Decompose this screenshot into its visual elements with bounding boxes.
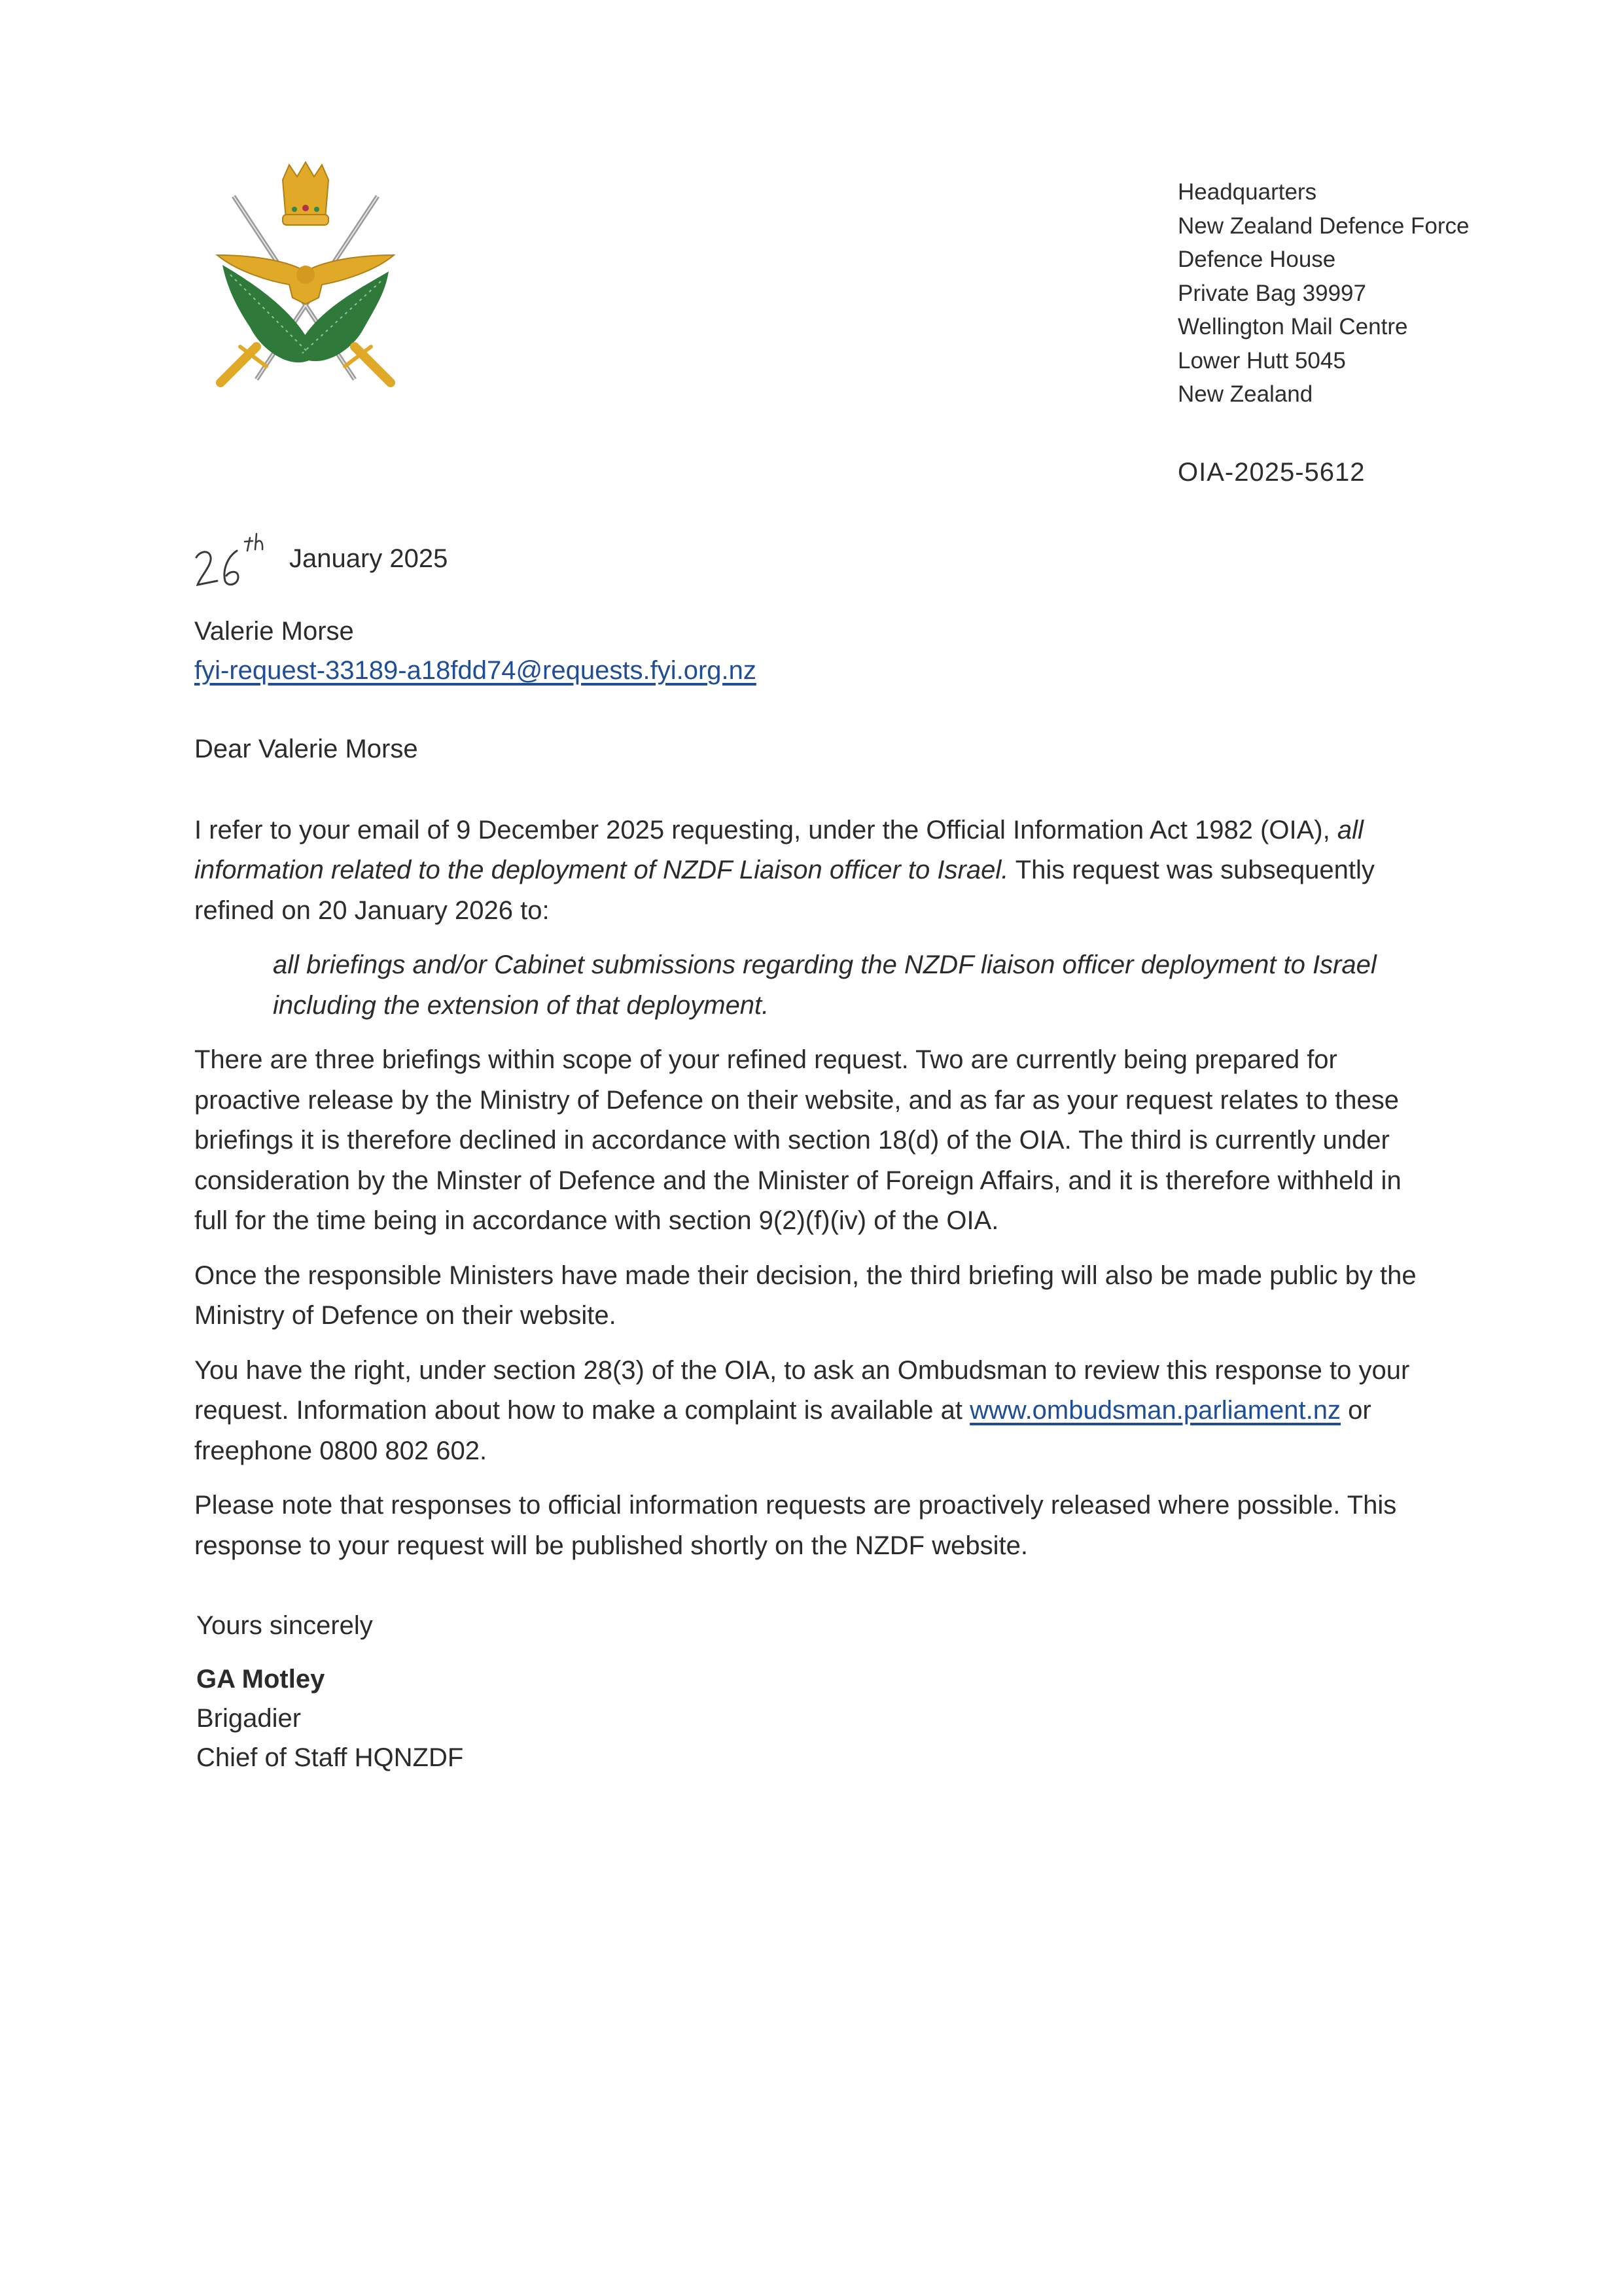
address-line: Wellington Mail Centre	[1178, 314, 1408, 339]
address-line: New Zealand Defence Force	[1178, 213, 1470, 239]
paragraph-publication: Please note that responses to official information requests are proactively released where possible. This response to your request will be published shortly on the NZDF website.	[194, 1491, 1397, 1560]
text: I refer to your email of 9 December 2025 requesting, under the Official Information Act 1982 (OIA),	[194, 815, 1337, 844]
letter-body	[194, 729, 1438, 1580]
paragraph-decision: Once the responsible Ministers have made their decision, the third briefing will also be made public by the Ministry of Defence on their website.	[194, 1261, 1417, 1330]
address-line: Lower Hutt 5045	[1178, 347, 1346, 374]
salutation: Dear Valerie Morse	[194, 735, 418, 763]
sender-address	[1178, 175, 1470, 411]
address-line: Headquarters	[1178, 179, 1317, 205]
refined-request-quote: all briefings and/or Cabinet submissions regarding the NZDF liaison officer deployment to Israel including the extension of that deployment.	[273, 950, 1377, 1020]
signatory-name: GA Motley	[196, 1665, 325, 1694]
text: or freephone 0800 802 602.	[194, 1396, 1371, 1465]
nzdf-crest-icon	[191, 157, 420, 399]
recipient-name: Valerie Morse	[194, 617, 354, 646]
paragraph-request	[194, 810, 1438, 931]
paragraph-ombudsman	[194, 1351, 1438, 1472]
signatory-position: Chief of Staff HQNZDF	[196, 1743, 464, 1772]
valediction: Yours sincerely	[196, 1611, 373, 1640]
address-line: Defence House	[1178, 247, 1336, 272]
date-month-year: January 2025	[289, 544, 448, 573]
address-line: New Zealand	[1178, 381, 1313, 407]
paragraph-briefings: There are three briefings within scope of your refined request. Two are currently being prepared for proactive release by the Ministry of Defence on their website, and as far as your request relates to these briefings it is therefore declined in accordance with section 18(d) of the OIA. The third is currently under consideration by the Minster of Defence and the Minister of Foreign Affairs, and it is therefore withheld in full for the time being in accordance with section 9(2)(f)(iv) of the OIA.	[194, 1045, 1402, 1235]
text: This request was subsequently refined on 20 January 2026 to:	[194, 856, 1375, 925]
request-quote-inline: all information related to the deployment of NZDF Liaison officer to Israel.	[194, 815, 1364, 884]
text: You have the right, under section 28(3) of the OIA, to ask an Ombudsman to review this response to your request. Information about how to make a complaint is available at	[194, 1355, 1410, 1425]
signatory-rank: Brigadier	[196, 1704, 302, 1733]
reference-number: OIA-2025-5612	[1178, 458, 1366, 487]
recipient-block	[194, 612, 756, 690]
ombudsman-link[interactable]: www.ombudsman.parliament.nz	[970, 1396, 1341, 1425]
handwritten-day	[191, 531, 283, 590]
recipient-email-link[interactable]: fyi-request-33189-a18fdd74@requests.fyi.org.nz	[194, 656, 756, 685]
signature-block	[196, 1606, 463, 1777]
address-line: Private Bag 39997	[1178, 280, 1366, 306]
